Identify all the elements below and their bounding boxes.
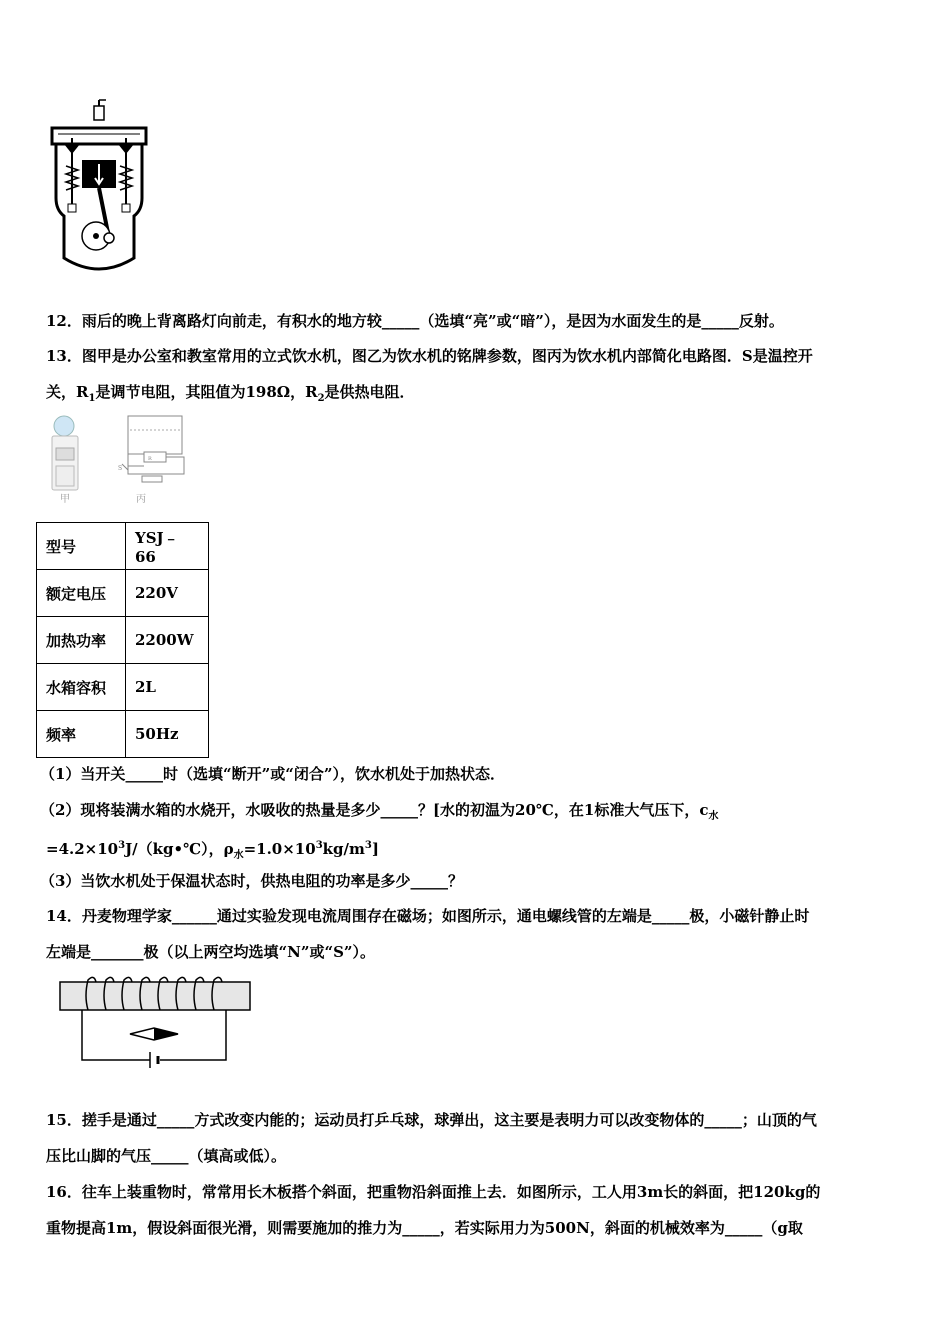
table-cell-value: 2L xyxy=(126,664,209,711)
table-cell-value: YSJ﹣66 xyxy=(126,523,209,570)
question-13-sub2-line1: （2）现将装满水箱的水烧开，水吸收的热量是多少_____？[水的初温为20℃，在1标准大气压下，$c_水$ xyxy=(40,801,719,822)
question-14-line2: 左端是_______极（以上两空均选填“N”或“S”）。 xyxy=(46,943,376,961)
water-dispenser-image xyxy=(40,414,90,494)
question-13-sub3: （3）当饮水机处于保温状态时，供热电阻的功率是多少_____？ xyxy=(40,872,463,890)
figure-caption-bing: 丙 xyxy=(136,494,146,505)
table-row xyxy=(37,570,209,617)
spec-table xyxy=(36,522,209,758)
question-15-line2: 压比山脚的气压_____（填高或低）。 xyxy=(46,1147,287,1165)
figure-caption-jia: 甲 xyxy=(60,494,70,505)
table-row xyxy=(37,664,209,711)
table-row xyxy=(37,617,209,664)
table-cell-key: 加热功率 xyxy=(37,617,126,664)
question-13-sub2-line2: $=4.2\times 10^3J/(kg•℃)$，$\rho_水=1.0\times 10^3kg/m^3$] xyxy=(46,840,379,861)
dispenser-circuit-diagram xyxy=(114,412,194,492)
table-cell-key: 频率 xyxy=(37,711,126,758)
table-row xyxy=(37,711,209,758)
table-cell-value: 2200W xyxy=(126,617,209,664)
question-12: 12．雨后的晚上背离路灯向前走，有积水的地方较_____（选填“亮”或“暗”），是因为水面发生的是_____反射。 xyxy=(46,312,784,330)
question-15-line1: 15．搓手是通过_____方式改变内能的；运动员打乒乓球，球弹出，这主要是表明力可以改变物体的_____；山顶的气 xyxy=(46,1111,817,1129)
solenoid-circuit-diagram xyxy=(58,974,254,1078)
svg-text:S: S xyxy=(118,465,123,472)
table-cell-value: 50Hz xyxy=(126,711,209,758)
table-cell-key: 水箱容积 xyxy=(37,664,126,711)
question-13-line2: 关，$R_1$是调节电阻，其阻值为198Ω，$R_2$是供热电阻． xyxy=(46,383,415,404)
svg-text:R: R xyxy=(148,456,152,462)
question-16-line2: 重物提高1m，假设斜面很光滑，则需要施加的推力为_____，若实际用力为500N，斜面的机械效率为_____（g取 xyxy=(46,1219,803,1237)
question-13-sub1: （1）当开关_____时（选填“断开”或“闭合”），饮水机处于加热状态． xyxy=(40,765,505,783)
table-row xyxy=(37,523,209,570)
engine-diagram xyxy=(44,98,154,278)
question-13-line1: 13．图甲是办公室和教室常用的立式饮水机，图乙为饮水机的铭牌参数，图丙为饮水机内部简化电路图．S是温控开 xyxy=(46,347,813,365)
question-16-line1: 16．往车上装重物时，常常用长木板搭个斜面，把重物沿斜面推上去．如图所示，工人用3m长的斜面，把120kg的 xyxy=(46,1183,821,1201)
table-cell-value: 220V xyxy=(126,570,209,617)
table-cell-key: 型号 xyxy=(37,523,126,570)
table-cell-key: 额定电压 xyxy=(37,570,126,617)
question-14-line1: 14．丹麦物理学家______通过实验发现电流周围存在磁场；如图所示，通电螺线管的左端是_____极，小磁针静止时 xyxy=(46,907,810,925)
